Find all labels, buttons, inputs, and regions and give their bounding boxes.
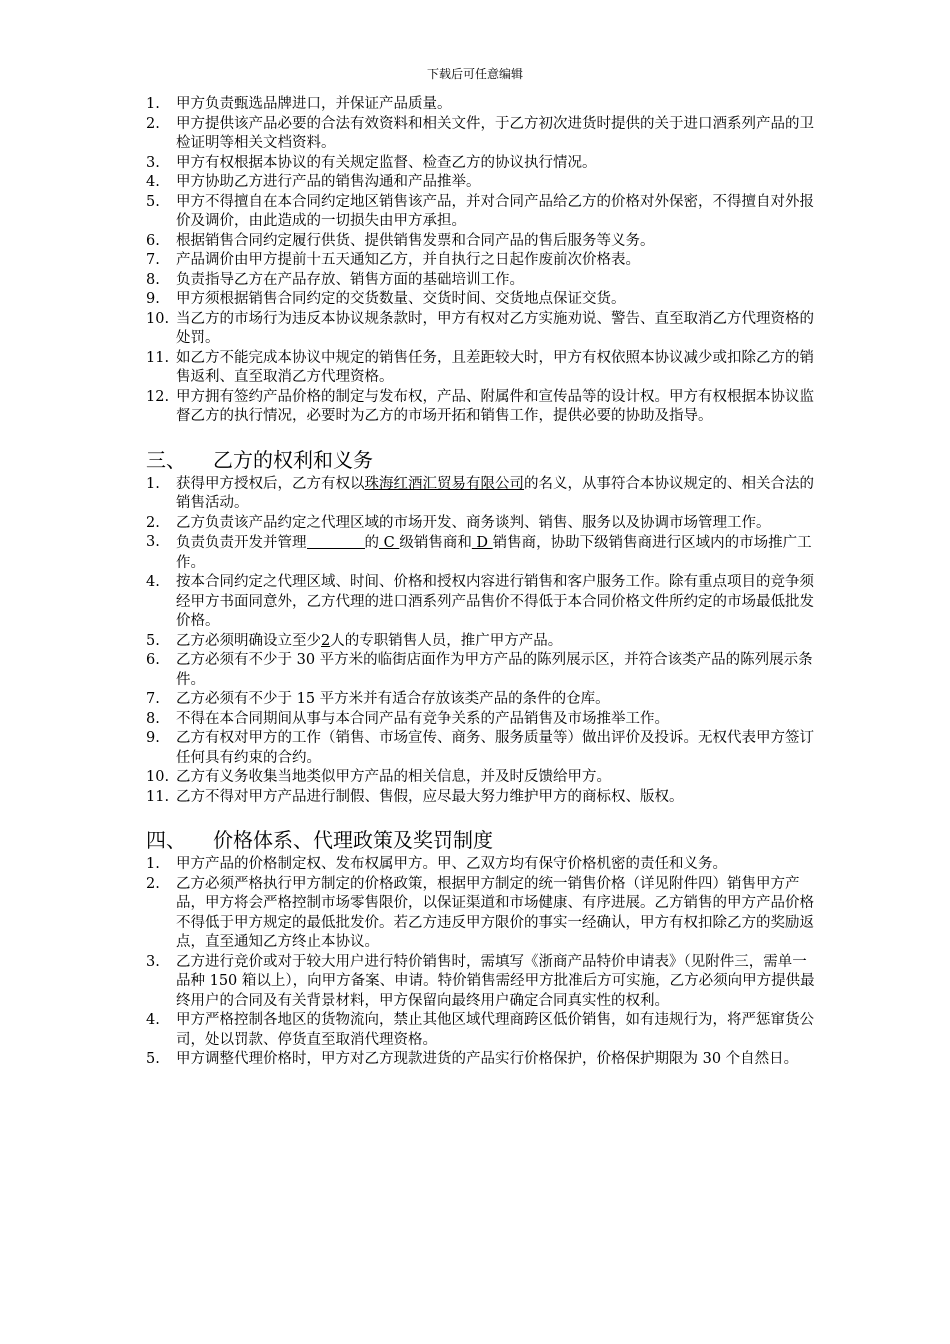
section4-list — [138, 855, 818, 1070]
item-number: 6. — [146, 232, 160, 249]
blank-field — [307, 533, 365, 549]
document-body — [138, 95, 818, 1070]
item-text: 乙方不得对甲方产品进行制假、售假，应尽最大努力维护甲方的商标权、版权。 — [176, 788, 684, 805]
item-text: 甲方拥有签约产品价格的制定与发布权，产品、附属件和宣传品等的设计权。甲方有权根据本协议监督乙方的执行情况，必要时为乙方的市场开拓和销售工作，提供必要的协助及指导。 — [176, 388, 814, 424]
list-item — [138, 690, 818, 710]
section-heading — [146, 447, 818, 473]
list-item — [138, 710, 818, 730]
item-text: 获得甲方授权后，乙方有权以 — [176, 475, 365, 492]
item-number: 10. — [146, 769, 170, 785]
item-number: 1. — [146, 475, 160, 492]
list-item — [138, 514, 818, 534]
section-number: 四、 — [146, 828, 186, 852]
running-header: 下载后可任意编辑 — [426, 67, 523, 81]
item-text: 级销售商和 — [399, 535, 472, 551]
list-item — [138, 290, 818, 310]
item-text: 甲方负责甄选品牌进口，并保证产品质量。 — [176, 96, 452, 112]
item-number: 7. — [146, 691, 160, 707]
item-text: 乙方必须明确设立至少 — [176, 632, 321, 649]
item-text: 甲方不得擅自在本合同约定地区销售该产品，并对合同产品给乙方的价格对外保密，不得擅自对外报价及调价，由此造成的一切损失由甲方承担。 — [176, 193, 814, 229]
item-number: 1. — [146, 856, 160, 872]
item-number: 11. — [146, 349, 170, 366]
item-text: 乙方必须有不少于 30 平方米的临街店面作为甲方产品的陈列展示区，并符合该类产品的陈列展示条件。 — [176, 652, 813, 688]
section-heading — [146, 827, 818, 853]
staff-count: 2 — [321, 632, 331, 649]
list-item — [138, 632, 818, 652]
list-item — [138, 193, 818, 232]
item-text: 乙方必须有不少于 15 平方米并有适合存放该类产品的条件的仓库。 — [176, 691, 610, 707]
item-text: 甲方调整代理价格时，甲方对乙方现款进货的产品实行价格保护，价格保护期限为 30 个自然日。 — [176, 1051, 799, 1067]
list-item — [138, 232, 818, 252]
item-text: 甲方产品的价格制定权、发布权属甲方。甲、乙双方均有保守价格机密的责任和义务。 — [176, 856, 727, 872]
item-number: 10. — [146, 310, 170, 327]
list-item — [138, 271, 818, 291]
item-text: 人的专职销售人员，推广甲方产品。 — [330, 632, 563, 649]
list-item — [138, 310, 818, 349]
item-text: 乙方进行竞价或对于较大用户进行特价销售时，需填写《浙商产品特价申请表》（见附件三，需单一品种 150 箱以上），向甲方备案、申请。特价销售需经甲方批准后方可实施，乙方必须向甲方提供最终用户的合同及有关背景材料，甲方保留向最终用户确定合同真实性的权利。 — [176, 953, 815, 1009]
item-number: 11. — [146, 788, 170, 805]
item-text: 按本合同约定之代理区域、时间、价格和授权内容进行销售和客户服务工作。除有重点项目的竞争须经甲方书面同意外，乙方代理的进口酒系列产品售价不得低于本合同价格文件所约定的市场最低批发价格。 — [176, 574, 814, 629]
item-text: 负责指导乙方在产品存放、销售方面的基础培训工作。 — [176, 271, 524, 288]
list-item — [138, 1011, 818, 1050]
item-text: 销售商，协助下级销售商进行区域内的市场推广工作。 — [176, 535, 812, 571]
list-item — [138, 855, 818, 875]
item-number: 5. — [146, 193, 160, 210]
list-item — [138, 173, 818, 193]
item-text: 甲方有权根据本协议的有关规定监督、检查乙方的协议执行情况。 — [176, 154, 597, 171]
item-number: 4. — [146, 574, 160, 590]
list-item — [138, 788, 818, 808]
item-text: 的名义，从事符合本协议规定的、相关合法的销售活动。 — [176, 475, 814, 511]
list-item — [138, 388, 818, 427]
level-c-value: C — [379, 535, 400, 551]
section3-list — [138, 475, 818, 808]
list-item — [138, 115, 818, 154]
list-item — [138, 1050, 818, 1070]
item-text: 甲方协助乙方进行产品的销售沟通和产品推举。 — [176, 174, 481, 190]
item-text: 甲方严格控制各地区的货物流向，禁止其他区域代理商跨区低价销售，如有违规行为，将严惩窜货公司，处以罚款、停货直至取消代理资格。 — [176, 1012, 814, 1048]
item-number: 3. — [146, 534, 160, 550]
item-text: 乙方有权对甲方的工作（销售、市场宣传、商务、服务质量等）做出评价及投诉。无权代表甲方签订任何具有约束的合约。 — [176, 730, 814, 766]
item-number: 3. — [146, 154, 160, 171]
list-item — [138, 154, 818, 174]
item-text: 负责负责开发并管理 — [176, 535, 307, 551]
item-number: 9. — [146, 730, 160, 746]
section-number: 三、 — [146, 447, 186, 472]
item-number: 2. — [146, 514, 160, 531]
list-item — [138, 651, 818, 690]
item-number: 1. — [146, 96, 160, 112]
item-number: 12. — [146, 388, 170, 405]
item-text: 不得在本合同期间从事与本合同产品有竞争关系的产品销售及市场推举工作。 — [176, 710, 669, 727]
list-item — [138, 95, 818, 115]
list-item — [138, 729, 818, 768]
item-number: 4. — [146, 1012, 160, 1028]
item-number: 2. — [146, 875, 160, 892]
list-item — [138, 349, 818, 388]
list-item — [138, 251, 818, 271]
item-text: 根据销售合同约定履行供货、提供销售发票和合同产品的售后服务等义务。 — [176, 232, 655, 249]
level-d-value: D — [471, 535, 493, 551]
list-item — [138, 475, 818, 514]
item-number: 2. — [146, 115, 160, 132]
item-number: 5. — [146, 1051, 160, 1067]
item-text: 乙方负责该产品约定之代理区域的市场开发、商务谈判、销售、服务以及协调市场管理工作。 — [176, 514, 771, 531]
list-item — [138, 533, 818, 573]
item-text: 当乙方的市场行为违反本协议规条款时，甲方有权对乙方实施劝说、警告、直至取消乙方代理资格的处罚。 — [176, 310, 814, 346]
list-item — [138, 953, 818, 1012]
item-number: 5. — [146, 632, 160, 649]
item-text: 产品调价由甲方提前十五天通知乙方，并自执行之日起作废前次价格表。 — [176, 252, 640, 268]
item-number: 3. — [146, 953, 160, 970]
item-text: 乙方必须严格执行甲方制定的价格政策，根据甲方制定的统一销售价格（详见附件四）销售甲方产品，甲方将会严格控制市场零售限价，以保证渠道和市场健康、有序进展。乙方销售的甲方产品价格不得低于甲方规定的最低批发价。若乙方违反甲方限价的事实一经确认，甲方有权扣除乙方的奖励返点，直至通知乙方终止本协议。 — [176, 875, 814, 950]
list-item — [138, 573, 818, 632]
item-text: 如乙方不能完成本协议中规定的销售任务，且差距较大时，甲方有权依照本协议减少或扣除乙方的销售返利、直至取消乙方代理资格。 — [176, 349, 814, 385]
item-text: 乙方有义务收集当地类似甲方产品的相关信息，并及时反馈给甲方。 — [176, 769, 611, 785]
list-item — [138, 875, 818, 953]
section2-list — [138, 95, 818, 427]
list-item — [138, 768, 818, 788]
item-text: 的 — [364, 535, 379, 551]
item-text: 甲方须根据销售合同约定的交货数量、交货时间、交货地点保证交货。 — [176, 291, 626, 307]
section-title: 价格体系、代理政策及奖罚制度 — [213, 828, 493, 852]
item-text: 甲方提供该产品必要的合法有效资料和相关文件，于乙方初次进货时提供的关于进口酒系列产品的卫检证明等相关文档资料。 — [176, 115, 814, 151]
company-name: 珠海红酒汇贸易有限公司 — [364, 475, 524, 492]
item-number: 4. — [146, 174, 160, 190]
item-number: 8. — [146, 271, 160, 288]
item-number: 6. — [146, 652, 160, 668]
item-number: 9. — [146, 291, 160, 307]
section-title: 乙方的权利和义务 — [213, 447, 373, 472]
item-number: 7. — [146, 252, 160, 268]
item-number: 8. — [146, 710, 160, 727]
